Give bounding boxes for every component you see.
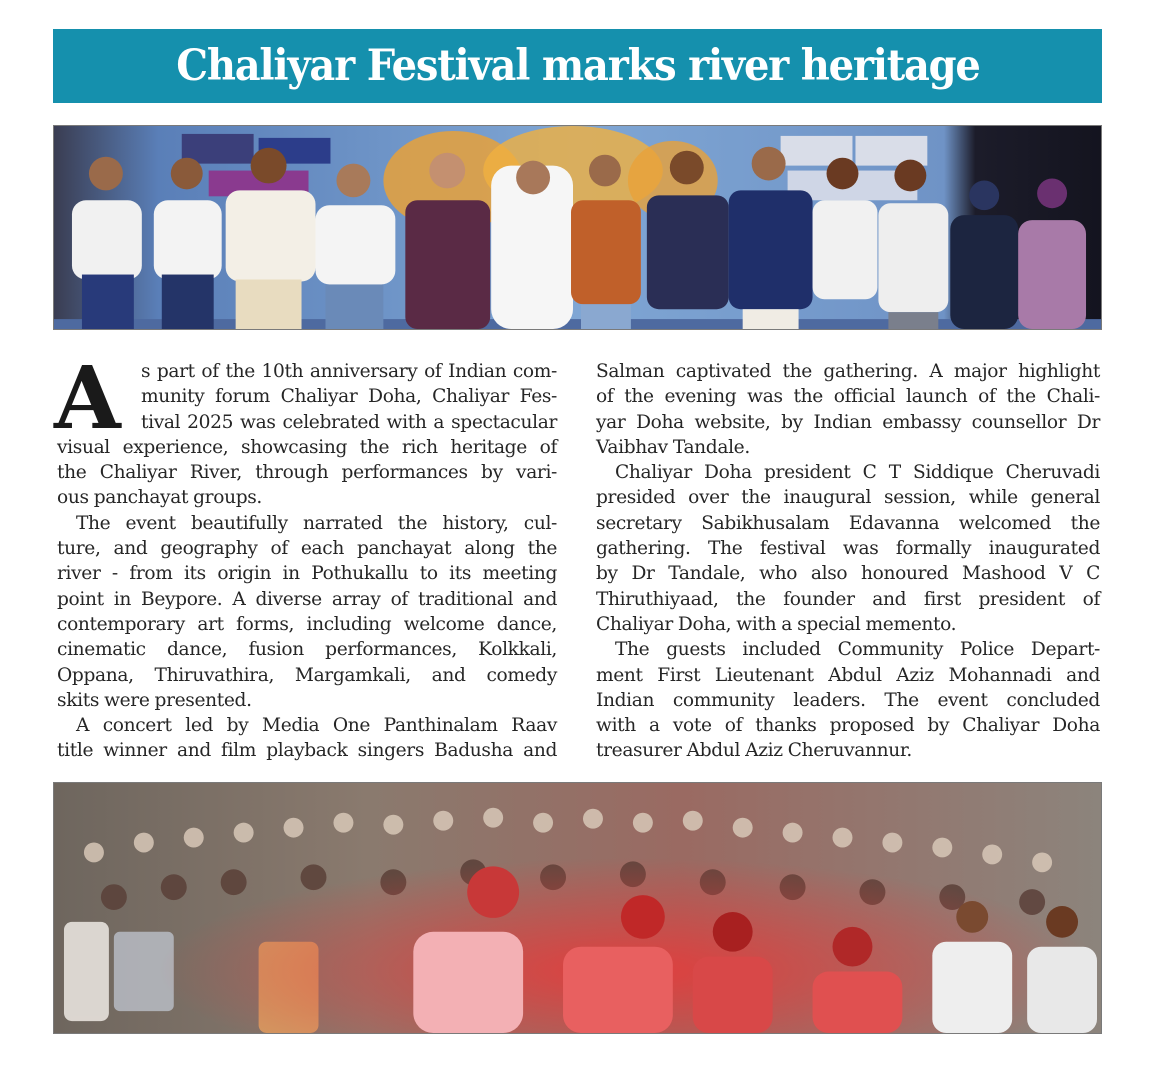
text-line: Chaliyar Doha, with a special memento. (596, 613, 957, 635)
text-line: Indian community leaders. The event concluded (596, 689, 1100, 711)
headline: Chaliyar Festival marks river heritage (175, 41, 980, 91)
text-line: treasurer Abdul Aziz Cheruvannur. (596, 740, 912, 762)
text-line: point in Beypore. A diverse array of traditional and (57, 588, 557, 610)
text-line: yar Doha website, by Indian embassy counsellor Dr (596, 411, 1100, 433)
text-line: visual experience, showcasing the rich heritage of (57, 436, 557, 458)
photo-stage-group (53, 125, 1102, 330)
drop-cap: A (54, 348, 121, 449)
text-line: Oppana, Thiruvathira, Margamkali, and comedy (57, 664, 557, 686)
text-line: presided over the inaugural session, while general (596, 487, 1100, 509)
text-line: Vaibhav Tandale. (596, 436, 750, 458)
headline-bar (53, 29, 1102, 103)
text-line: secretary Sabikhusalam Edavanna welcomed the (596, 512, 1100, 534)
text-line: ous panchayat groups. (57, 487, 262, 509)
text-line: s part of the 10th anniversary of Indian com- (141, 361, 557, 382)
text-line: Thiruthiyaad, the founder and first president of (596, 588, 1100, 610)
text-line: The guests included Community Police Depart- (615, 639, 1100, 661)
stage-group-image (54, 126, 1101, 329)
text-line: river - from its origin in Pothukallu to its meeting (57, 563, 557, 585)
text-line: gathering. The festival was formally inaugurated (596, 538, 1100, 560)
text-line: Chaliyar Doha president C T Siddique Cheruvadi (615, 462, 1100, 484)
text-line: title winner and film playback singers Badusha and (57, 740, 557, 762)
text-line: contemporary art forms, including welcome dance, (57, 613, 557, 635)
text-line: with a vote of thanks proposed by Chaliyar Doha (596, 715, 1100, 737)
text-line: cinematic dance, fusion performances, Kolkkali, (57, 639, 557, 661)
text-line: A concert led by Media One Panthinalam Raav (76, 715, 557, 737)
text-line: of the evening was the official launch of the Chali- (596, 386, 1100, 408)
text-line: The event beautifully narrated the history, cul- (76, 512, 557, 534)
text-line: by Dr Tandale, who also honoured Mashood V C (596, 563, 1100, 585)
text-line: Salman captivated the gathering. A major highlight (596, 361, 1100, 382)
text-line: munity forum Chaliyar Doha, Chaliyar Fes- (141, 386, 557, 408)
audience-image (54, 783, 1101, 1033)
article-column-right (596, 359, 1100, 764)
text-line: the Chaliyar River, through performances by vari- (57, 462, 557, 484)
photo-audience (53, 782, 1102, 1034)
text-line: ture, and geography of each panchayat along the (57, 538, 557, 560)
article-column-left (54, 348, 557, 764)
text-line: tival 2025 was celebrated with a spectacular (141, 411, 557, 433)
text-line: ment First Lieutenant Abdul Aziz Mohannadi and (596, 664, 1100, 686)
text-line: skits were presented. (57, 689, 252, 711)
